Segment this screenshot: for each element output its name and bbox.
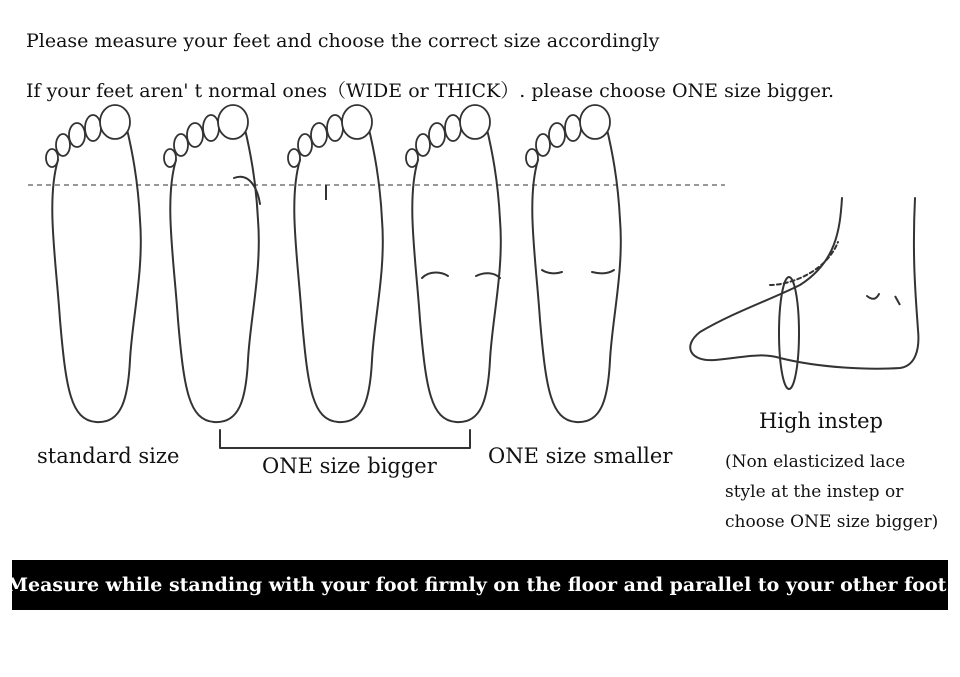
- foot-long-toe: [164, 105, 260, 422]
- note-line-1: (Non elasticized lace: [725, 452, 906, 472]
- bigger-bracket: [220, 430, 470, 448]
- note-line-3: choose ONE size bigger): [725, 512, 939, 532]
- high-instep-note: [725, 447, 938, 537]
- instruction-line-1: Please measure your feet and choose the correct size accordingly: [26, 30, 660, 52]
- foot-standard: [46, 105, 141, 422]
- measurement-banner: Measure while standing with your foot firmly on the floor and parallel to your other foot.: [12, 560, 948, 610]
- foot-long-arch: [288, 105, 383, 422]
- foot-wide: [406, 105, 501, 422]
- label-one-size-bigger: ONE size bigger: [262, 454, 437, 478]
- foot-narrow: [526, 105, 621, 422]
- label-standard-size: standard size: [37, 444, 180, 468]
- label-one-size-smaller: ONE size smaller: [488, 444, 673, 468]
- high-instep-foot: [690, 198, 918, 389]
- label-high-instep: High instep: [759, 409, 884, 433]
- note-line-2: style at the instep or: [725, 482, 904, 502]
- instruction-line-2: If your feet aren' t normal ones（WIDE or THICK）. please choose ONE size bigger.: [26, 80, 835, 102]
